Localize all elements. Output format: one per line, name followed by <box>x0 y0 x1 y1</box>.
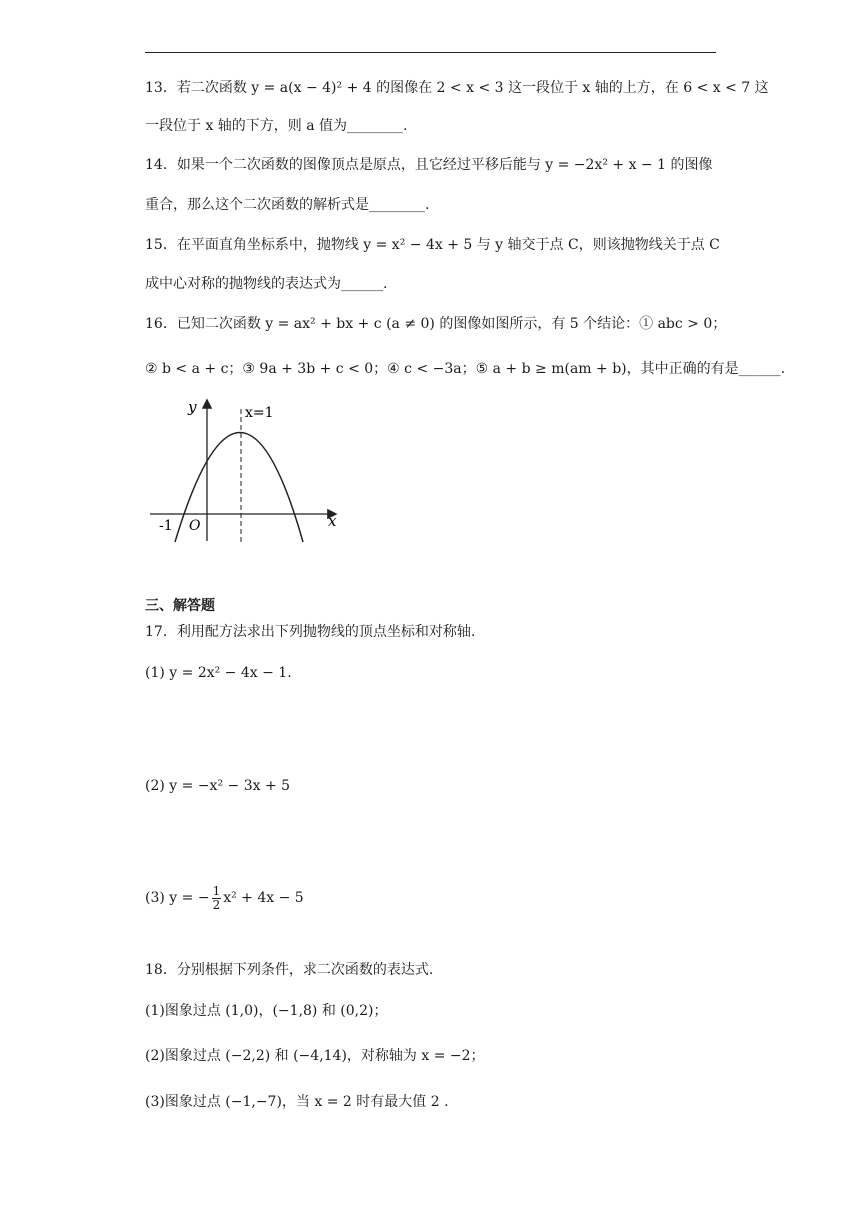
fraction-denominator: 2 <box>212 897 221 912</box>
section-title: 三、解答题 <box>145 598 215 614</box>
q14-line1: 14．如果一个二次函数的图像顶点是原点，且它经过平移后能与 y = −2x² + x − 1 的图像 <box>145 157 713 173</box>
neg-one-label: -1 <box>159 518 173 534</box>
q17-stem: 17．利用配方法求出下列抛物线的顶点坐标和对称轴. <box>145 624 476 640</box>
q16-line1: 16．已知二次函数 y = ax² + bx + c (a ≠ 0) 的图像如图所示，有 5 个结论：① abc > 0； <box>145 316 727 332</box>
x-axis-label: x <box>328 512 337 530</box>
q18-stem: 18．分别根据下列条件，求二次函数的表达式. <box>145 962 434 978</box>
q15-line1: 15．在平面直角坐标系中，抛物线 y = x² − 4x + 5 与 y 轴交于点 C，则该抛物线关于点 C <box>145 237 720 253</box>
q18-part2: (2)图象过点 (−2,2) 和 (−4,14)，对称轴为 x = −2； <box>145 1048 485 1064</box>
q15-line2: 成中心对称的抛物线的表达式为______. <box>145 276 388 292</box>
y-axis-label: y <box>188 398 197 416</box>
fraction-numerator: 1 <box>212 883 221 898</box>
header-rule <box>145 52 716 53</box>
q17-part2: (2) y = −x² − 3x + 5 <box>145 778 291 794</box>
q14-line2: 重合，那么这个二次函数的解析式是________. <box>145 197 430 213</box>
q18-part1: (1)图象过点 (1,0)，(−1,8) 和 (0,2)； <box>145 1003 388 1019</box>
q17-part1: (1) y = 2x² − 4x − 1. <box>145 665 292 681</box>
q17-part3 <box>145 876 304 920</box>
fraction <box>212 885 222 912</box>
q17-part3-prefix: (3) y = − <box>145 890 210 906</box>
origin-label: O <box>189 518 201 534</box>
q13-line2: 一段位于 x 轴的下方，则 a 值为________. <box>145 118 408 134</box>
q16-line2: ② b < a + c；③ 9a + 3b + c < 0；④ c < −3a；⑤ a + b ≥ m(am + b)，其中正确的有是______. <box>145 361 786 377</box>
parabola-graph <box>145 395 345 545</box>
q18-part3: (3)图象过点 (−1,−7)，当 x = 2 时有最大值 2 . <box>145 1094 449 1110</box>
symmetry-axis-label: x=1 <box>245 405 274 421</box>
q17-part3-suffix: x² + 4x − 5 <box>223 890 304 906</box>
q13-line1: 13．若二次函数 y = a(x − 4)² + 4 的图像在 2 < x < 3 这一段位于 x 轴的上方，在 6 < x < 7 这 <box>145 80 769 96</box>
